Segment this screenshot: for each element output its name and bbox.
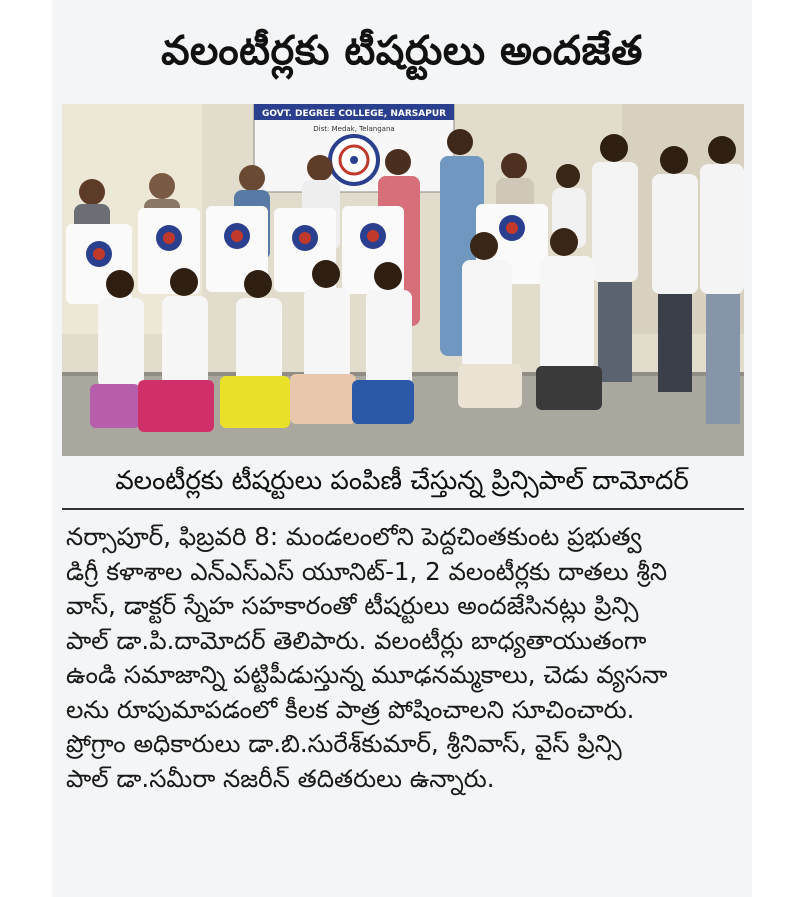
body-line: డిగ్రీ కళాశాల ఎన్ఎస్ఎస్ యూనిట్-1, 2 వలంటీర్లకు దాతలు శ్రీని [66,556,668,586]
article-body [66,520,738,796]
photo-caption: వలంటీర్లకు టీషర్టులు పంపిణీ చేస్తున్న ప్రిన్సిపాల్ దామోదర్ [115,466,689,496]
article-headline: వలంటీర్లకు టీషర్టులు అందజేత [161,28,643,74]
body-line: వాస్, డాక్టర్ స్నేహ సహకారంతో టీషర్టులు అందజేసినట్లు ప్రిన్సి [66,591,639,620]
body-line: ఉండి సమాజాన్ని పట్టిపీడుస్తున్న మూఢనమ్మకాలు, చెడు వ్యసనా [66,660,668,689]
banner-subtitle: Dist: Medak, Telangana [313,125,395,133]
previous-article-cut-text [52,0,752,14]
article-photo [62,104,744,456]
body-line: పాల్ డా.పి.దామోదర్ తెలిపారు. వలంటీర్లు బాధ్యతాయుతంగా [66,625,647,655]
banner-title: GOVT. DEGREE COLLEGE, NARSAPUR [261,109,447,119]
caption-divider [62,508,744,510]
body-line: నర్సాపూర్, ఫిబ్రవరి 8: మండలంలోని పెద్దచింతకుంట ప్రభుత్వ [66,522,642,551]
newspaper-clipping [52,0,752,897]
body-line: పాల్ డా.సమీరా నజరీన్ తదితరులు ఉన్నారు. [66,763,495,793]
body-line: లను రూపుమాపడంలో కీలక పాత్ర పోషించాలని సూచించారు. [66,694,635,724]
body-line: ప్రోగ్రాం అధికారులు డా.బి.సురేశ్‌కుమార్, శ్రీనివాస్, వైస్ ప్రిన్సి [66,729,622,758]
next-article-cut-headline [52,872,752,897]
